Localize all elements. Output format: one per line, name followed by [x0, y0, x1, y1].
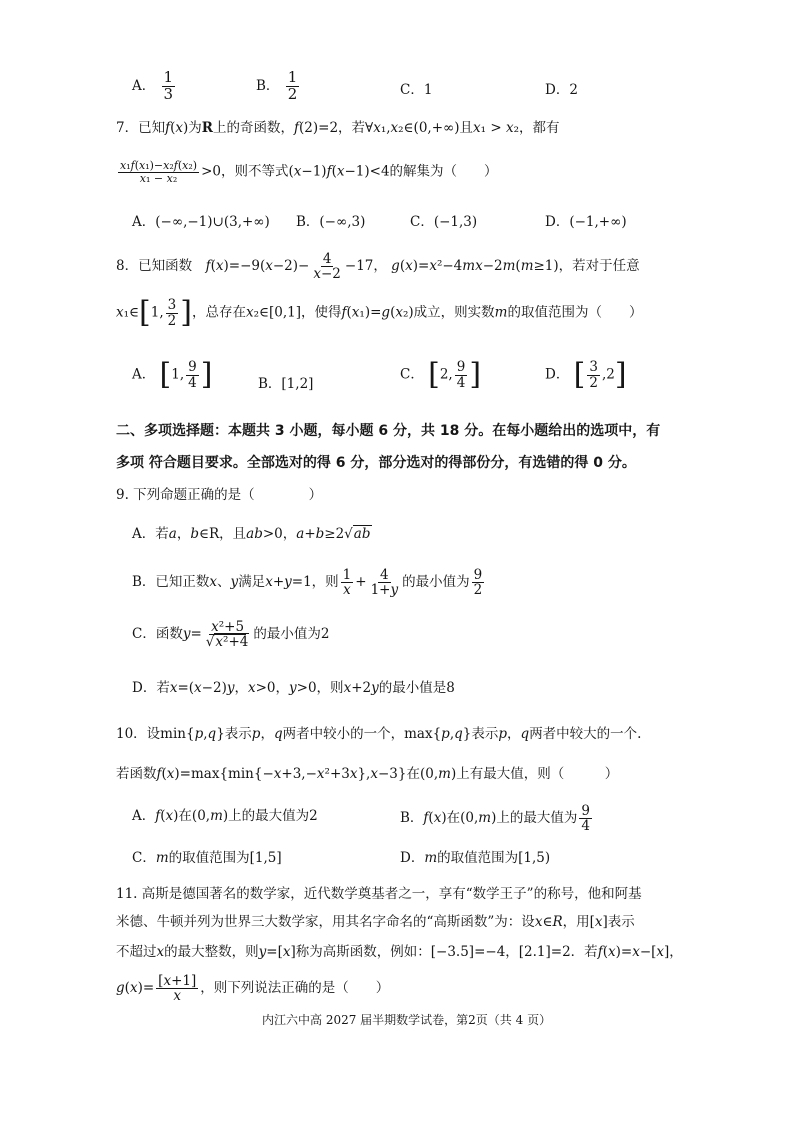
q9-option-d: D．若x=(x−2)y，x>0，y>0，则x+2y的最小值是8: [132, 680, 455, 696]
q10-option-c: C．m的取值范围为[1,5]: [132, 850, 282, 866]
q7-option-c: C．(−1,3): [410, 214, 478, 230]
q8-option-b: B．[1,2]: [258, 376, 314, 392]
q7-option-b: B．(−∞,3): [296, 214, 366, 230]
q7-option-d: D．(−1,+∞): [545, 214, 627, 230]
page-footer: 内江六中高 2027 届半期数学试卷，第2页（共 4 页）: [262, 1013, 552, 1027]
q8-option-d: D． [ $\frac{3}{2}$ ,2]: [545, 357, 627, 392]
q6-option-d: D．2: [545, 82, 578, 98]
q9-option-a: A．若a，b∈R，且ab>0，a+b≥2√ab: [132, 526, 371, 542]
section2-heading-line2: 多项 符合题目要求。全部选对的得 6 分，部分选对的得部份分，有选错的得 0 分。: [116, 455, 636, 471]
q10-option-d: D．m的取值范围为[1,5): [400, 850, 551, 866]
q9-option-c: C．函数y= $\frac{\text{x²+5}}{\text{√x²+4}}$ 的最小值为2: [132, 619, 330, 651]
section2-heading-line1: 二、多项选择题：本题共 3 小题，每小题 6 分，共 18 分。在每小题给出的选项中，有: [116, 423, 661, 439]
q7-stem-line2: $\frac{\text{x₁f(x₁)−x₂f(x₂)}}{\text{x₁ − x₂}}$ >0，则不等式(x−1)f(x−1)<4的解集为（ ）: [120, 159, 498, 185]
q9-option-b: B．已知正数x、y满足x+y=1，则 $\frac{1}{x}$ + $\frac{4}{1+y}$ 的最小值为 $\frac{9}{2}$: [132, 567, 483, 599]
q6-option-c: C．1: [400, 82, 433, 98]
q10-option-a: A．f(x)在(0,m)上的最大值为2: [132, 808, 318, 824]
q8-stem-line2: x₁∈[1, $\frac{3}{2}$ ]，总存在x₂∈[0,1]，使得f(x₁)=g(x₂)成立，则实数m的取值范围为（ ）: [116, 295, 643, 330]
q9-stem: 9. 下列命题正确的是（ ）: [116, 487, 323, 503]
q6-option-b: B． $\frac{1}{2}$: [256, 68, 298, 103]
q7-stem-line1: 7．已知f(x)为R上的奇函数，f(2)=2，若∀x₁,x₂∈(0,+∞)且x₁ > x₂，都有: [116, 120, 560, 136]
q10-stem-line1: 10．设min{p,q}表示p，q两者中较小的一个，max{p,q}表示p，q两者中较大的一个.: [116, 726, 642, 742]
q11-line2: 米德、牛顿并列为世界三大数学家，用其名字命名的“高斯函数”为：设x∈R，用[x]表示: [116, 914, 635, 930]
q6-option-a: A． $\frac{1}{3}$: [132, 68, 174, 103]
q8-option-c: C． [2, $\frac{9}{4}$ ]: [400, 357, 482, 392]
q11-line1: 11. 高斯是德国著名的数学家，近代数学奠基者之一，享有“数学王子”的称号，他和阿基: [116, 886, 642, 902]
q11-line3: 不超过x的最大整数，则y=[x]称为高斯函数，例如：[−3.5]=−4，[2.1]=2．若f(x)=x−[x]，: [116, 944, 683, 960]
q10-option-b: B．f(x)在(0,m)上的最大值为 $\frac{9}{4}$: [400, 803, 590, 835]
q11-line4: g(x)= $\frac{[x+1]}{x}$ ，则下列说法正确的是（ ）: [116, 973, 390, 1005]
q8-option-a: A． [1, $\frac{9}{4}$ ]: [132, 357, 213, 392]
q8-stem-line1: 8．已知函数 f(x)=−9(x−2)− $\frac{4}{x-2}$ −17， g(x)=x²−4mx−2m(m≥1)，若对于任意: [116, 251, 640, 283]
q7-option-a: A．(−∞,−1)∪(3,+∞): [132, 214, 270, 230]
q10-stem-line2: 若函数f(x)=max{min{−x+3,−x²+3x},x−3}在(0,m)上有最大值，则（ ）: [116, 766, 619, 782]
